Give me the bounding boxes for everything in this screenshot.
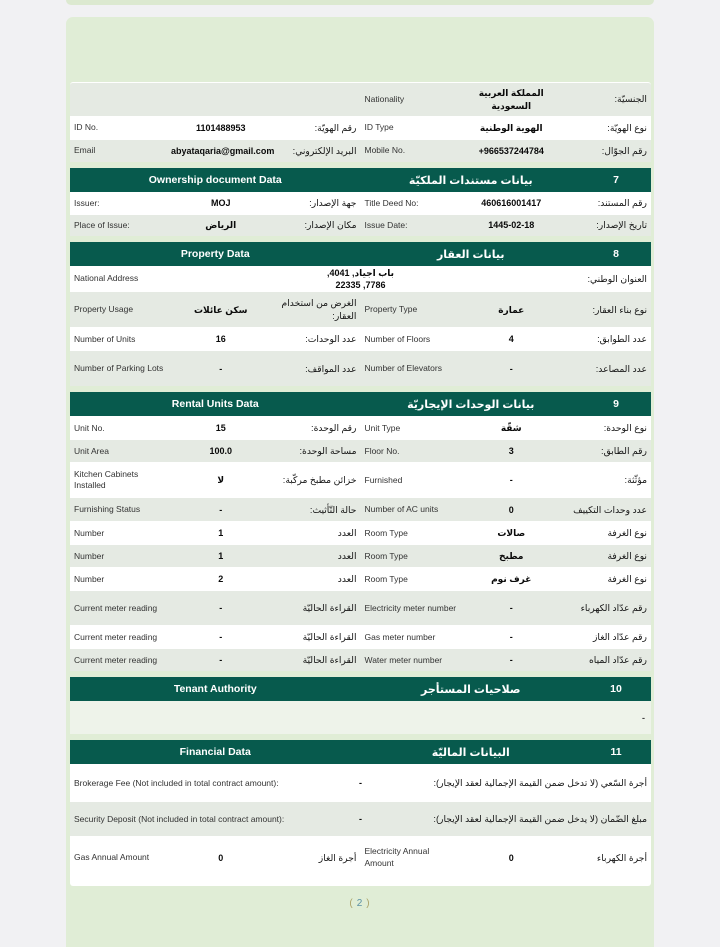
field-label-ar: نوع الغرفة xyxy=(607,551,647,562)
field-label-ar: مبلغ الضّمان (لا يدخل ضمن القيمة الإجمالية لعقد الإيجار): xyxy=(433,814,647,825)
field-value: مطبخ xyxy=(499,551,524,562)
field-label-en: Number of AC units xyxy=(364,504,439,515)
field-label-ar: نوع الغرفة xyxy=(607,528,647,539)
field-label-ar: تاريخ الإصدار: xyxy=(596,220,647,231)
field-label-ar: الجنسيّة: xyxy=(614,94,647,105)
field-value: سكن عائلات xyxy=(194,304,248,315)
field-label-ar: نوع الغرفة xyxy=(607,574,647,585)
field-label-ar: رقم الجوّال: xyxy=(601,145,647,156)
field-label-ar: القراءة الحاليّة xyxy=(302,655,357,666)
field-label-ar: القراءة الحاليّة xyxy=(302,632,357,643)
field-value: - xyxy=(219,603,223,614)
field-value: - xyxy=(509,363,513,374)
field-label-ar: رقم عدّاد المياه xyxy=(588,655,647,666)
field-value: 0 xyxy=(508,504,514,515)
section-number: 8 xyxy=(613,248,619,260)
field-label-en: Room Type xyxy=(364,573,408,584)
row-half xyxy=(361,87,652,111)
table-row xyxy=(70,116,651,139)
section-title-en: Financial Data xyxy=(179,746,251,759)
page-number-close-paren: ) xyxy=(366,898,371,910)
field-value: - xyxy=(219,504,223,515)
field-value: عمارة xyxy=(498,304,525,315)
row-half xyxy=(70,573,361,585)
row-half xyxy=(361,304,652,316)
field-value: - xyxy=(509,603,513,614)
section-title-ar: بيانات مستندات الملكيّة xyxy=(408,174,533,187)
field-value: لا xyxy=(217,475,225,486)
field-label-en: Furnished xyxy=(364,474,403,485)
field-label-en: Security Deposit (Not included in total contract amount): xyxy=(74,813,285,824)
field-label-en: Current meter reading xyxy=(74,654,158,665)
page-number-open-paren: ( xyxy=(349,898,354,910)
field-label-en: Issuer: xyxy=(74,197,100,208)
field-label-ar: عدد المواقف: xyxy=(305,363,357,374)
field-label-ar: العدد xyxy=(337,528,357,539)
field-label-en: Unit Area xyxy=(74,445,109,456)
field-label-en: National Address xyxy=(74,273,139,284)
field-label-ar: مؤثّثة: xyxy=(624,475,647,486)
field-value: 15 xyxy=(215,423,226,434)
field-label-ar: العنوان الوطني: xyxy=(587,273,647,284)
field-label-en: Brokerage Fee (Not included in total contract amount): xyxy=(74,777,279,788)
field-value: صالات xyxy=(497,528,526,539)
field-label-ar: نوع الوحدة: xyxy=(603,423,647,434)
table-row xyxy=(70,648,651,671)
field-value: 100.0 xyxy=(209,446,233,457)
field-label-en: Property Type xyxy=(364,304,418,315)
field-value: - xyxy=(219,363,223,374)
field-label-en: Property Usage xyxy=(74,304,134,315)
field-label-ar: نوع الهويّة: xyxy=(607,122,647,133)
field-value: 1 xyxy=(218,528,224,539)
table-row xyxy=(70,439,651,462)
field-label-ar: القراءة الحاليّة xyxy=(302,603,357,614)
card-bottom-spacer xyxy=(70,878,651,886)
row-half xyxy=(70,527,361,539)
row-half xyxy=(70,445,361,457)
field-label-en: Number xyxy=(74,573,105,584)
row-half xyxy=(70,852,361,864)
field-label-en: Mobile No. xyxy=(364,145,406,156)
field-label-ar: أجرة الكهرباء xyxy=(596,852,647,863)
table-row xyxy=(70,82,651,116)
row-half xyxy=(361,527,652,539)
field-label-en: Number xyxy=(74,527,105,538)
table-row xyxy=(70,544,651,567)
field-value: 1 xyxy=(218,551,224,562)
section-header xyxy=(70,677,651,701)
field-label-en: Nationality xyxy=(364,93,405,104)
row-half xyxy=(70,197,361,209)
field-label-en: Gas Annual Amount xyxy=(74,852,150,863)
field-label-ar: عدد وحدات التكييف xyxy=(573,504,647,515)
row-half xyxy=(70,297,361,322)
field-label-en: Room Type xyxy=(364,527,408,538)
row-half xyxy=(361,654,652,666)
table-row xyxy=(70,192,651,214)
section-title-en: Property Data xyxy=(180,248,250,260)
section-header xyxy=(70,168,651,192)
row-half xyxy=(361,504,652,516)
field-label-ar: رقم الطابق: xyxy=(601,446,647,457)
row-half xyxy=(70,504,361,516)
table-row xyxy=(70,291,651,327)
table-row xyxy=(70,625,651,648)
field-label-ar: العدد xyxy=(337,574,357,585)
field-label-ar: عدد الوحدات: xyxy=(305,334,357,345)
row-half xyxy=(361,846,652,869)
row-half xyxy=(361,474,652,486)
field-value: MOJ xyxy=(210,198,231,209)
field-label-en: ID No. xyxy=(74,122,99,133)
section-title-ar: صلاحيات المستأجر xyxy=(421,683,521,696)
field-label-ar: حالة التّأثيث: xyxy=(309,504,357,515)
table-row xyxy=(70,139,651,162)
document-table xyxy=(70,82,651,886)
field-value: - xyxy=(359,778,362,789)
field-label-ar: عدد الطوابق: xyxy=(597,334,647,345)
field-label-en: Kitchen Cabinets Installed xyxy=(74,468,139,491)
row-half xyxy=(70,469,361,492)
field-label-en: Number of Parking Lots xyxy=(74,363,164,374)
table-row xyxy=(70,214,651,236)
field-value: - xyxy=(219,655,223,666)
section-title-en: Ownership document Data xyxy=(148,174,282,186)
row-half xyxy=(70,602,361,614)
section-number: 10 xyxy=(610,683,622,696)
field-value: 1445-02-18 xyxy=(488,220,535,231)
field-value: الرياض xyxy=(205,220,237,231)
field-label-ar: رقم الهويّة: xyxy=(314,122,357,133)
section-number: 7 xyxy=(613,174,619,186)
row-half xyxy=(361,219,652,231)
field-value: 0 xyxy=(218,852,224,863)
row-half xyxy=(70,333,361,345)
table-row xyxy=(70,497,651,521)
placeholder-dash: - xyxy=(642,712,645,723)
field-label-en: Unit Type xyxy=(364,422,401,433)
row-half xyxy=(361,550,652,562)
table-row xyxy=(70,350,651,386)
row-half xyxy=(361,573,652,585)
field-value: abyataqaria@gmail.com xyxy=(171,145,275,156)
field-value: - xyxy=(509,475,513,486)
field-value: غرف نوم xyxy=(491,574,532,585)
field-value: باب اجياد, 4041, 7786, 22335 xyxy=(326,268,395,291)
field-value: 460616001417 xyxy=(481,198,542,209)
row-half xyxy=(70,122,361,134)
row-half xyxy=(361,422,652,434)
row-half xyxy=(361,122,652,134)
section-header xyxy=(70,740,651,764)
field-value: - xyxy=(509,655,513,666)
field-value: 4 xyxy=(508,334,514,345)
field-label-en: Electricity Annual Amount xyxy=(364,846,430,868)
field-label-ar: أجرة السّعي (لا تدخل ضمن القيمة الإجمالية لعقد الإيجار): xyxy=(433,778,647,789)
row-half xyxy=(70,422,361,434)
table-row xyxy=(70,764,651,801)
field-label-en: Number of Elevators xyxy=(364,363,442,374)
field-label-en: Email xyxy=(74,145,96,156)
field-label-en: Gas meter number xyxy=(364,631,436,642)
table-row xyxy=(70,590,651,625)
field-label-ar: العدد xyxy=(337,551,357,562)
field-value: +966537244784 xyxy=(478,145,544,156)
field-label-ar: البريد الإلكتروني: xyxy=(292,145,357,156)
field-value: 16 xyxy=(215,334,226,345)
field-label-ar: رقم عدّاد الكهرباء xyxy=(580,603,647,614)
table-row xyxy=(70,327,651,350)
section-number: 9 xyxy=(613,398,619,411)
field-value: 2 xyxy=(218,574,224,585)
field-label-ar: رقم المستند: xyxy=(597,198,647,209)
field-label-ar: عدد المصاعد: xyxy=(595,363,647,374)
field-label-en: Furnishing Status xyxy=(74,504,141,515)
field-label-ar: رقم عدّاد الغاز xyxy=(592,632,647,643)
field-value: المملكة العربية السعودية xyxy=(478,88,544,111)
field-label-ar: أجرة الغاز xyxy=(318,852,357,863)
field-label-ar: رقم الوحدة: xyxy=(311,423,357,434)
row-half xyxy=(361,445,652,457)
field-value: 3 xyxy=(508,446,514,457)
field-label-en: Number xyxy=(74,550,105,561)
page-number xyxy=(66,898,654,909)
section-number: 11 xyxy=(610,746,622,759)
row-half xyxy=(361,363,652,375)
field-label-ar: جهة الإصدار: xyxy=(309,198,357,209)
field-value: - xyxy=(359,814,362,825)
table-row xyxy=(70,567,651,590)
section-header xyxy=(70,392,651,416)
row-half xyxy=(361,197,652,209)
field-label-ar: نوع بناء العقار: xyxy=(592,304,647,315)
row-half xyxy=(70,654,361,666)
field-label-en: Current meter reading xyxy=(74,631,158,642)
field-label-en: Unit No. xyxy=(74,422,105,433)
section-title-ar: بيانات الوحدات الإيجاريّة xyxy=(407,398,535,411)
row-half xyxy=(361,631,652,643)
table-row xyxy=(70,266,651,291)
section-header xyxy=(70,242,651,266)
field-value: - xyxy=(219,632,223,643)
field-label-en: Issue Date: xyxy=(364,219,408,230)
table-row xyxy=(70,462,651,497)
field-label-en: Place of Issue: xyxy=(74,219,130,230)
field-label-ar: الغرض من استخدام العقار: xyxy=(281,298,357,321)
section-title-en: Rental Units Data xyxy=(171,398,259,411)
field-label-ar: مكان الإصدار: xyxy=(304,220,357,231)
field-value: - xyxy=(509,632,513,643)
previous-page-bottom-edge xyxy=(66,0,654,5)
field-value: شقّة xyxy=(500,423,522,434)
pdf-page xyxy=(66,17,654,947)
row-half xyxy=(70,145,361,157)
tenant-authority-placeholder xyxy=(70,701,651,734)
field-label-en: Current meter reading xyxy=(74,602,158,613)
section-title-en: Tenant Authority xyxy=(173,683,257,696)
table-row xyxy=(70,416,651,439)
field-label-en: Water meter number xyxy=(364,654,443,665)
field-value: 1101488953 xyxy=(195,122,246,133)
row-half xyxy=(361,333,652,345)
table-row xyxy=(70,836,651,878)
field-label-en: Title Deed No: xyxy=(364,197,419,208)
section-title-ar: البيانات الماليّة xyxy=(431,746,510,759)
row-half xyxy=(70,363,361,375)
row-half xyxy=(70,631,361,643)
row-half xyxy=(361,602,652,614)
field-value: الهوية الوطنية xyxy=(479,122,543,133)
field-label-en: Electricity meter number xyxy=(364,602,457,613)
field-label-en: Room Type xyxy=(364,550,408,561)
field-label-en: Number of Floors xyxy=(364,333,431,344)
field-label-en: Number of Units xyxy=(74,333,136,344)
field-label-en: ID Type xyxy=(364,122,394,133)
table-row xyxy=(70,801,651,836)
section-title-ar: بيانات العقار xyxy=(436,248,505,261)
row-half xyxy=(70,219,361,231)
table-row xyxy=(70,521,651,544)
field-label-ar: خزائن مطبخ مركّبة: xyxy=(282,475,357,486)
field-value: 0 xyxy=(508,852,514,863)
field-label-ar: مساحة الوحدة: xyxy=(299,446,357,457)
row-half xyxy=(70,550,361,562)
page-number-value: 2 xyxy=(356,898,364,910)
row-half xyxy=(361,145,652,157)
field-label-en: Floor No. xyxy=(364,445,400,456)
